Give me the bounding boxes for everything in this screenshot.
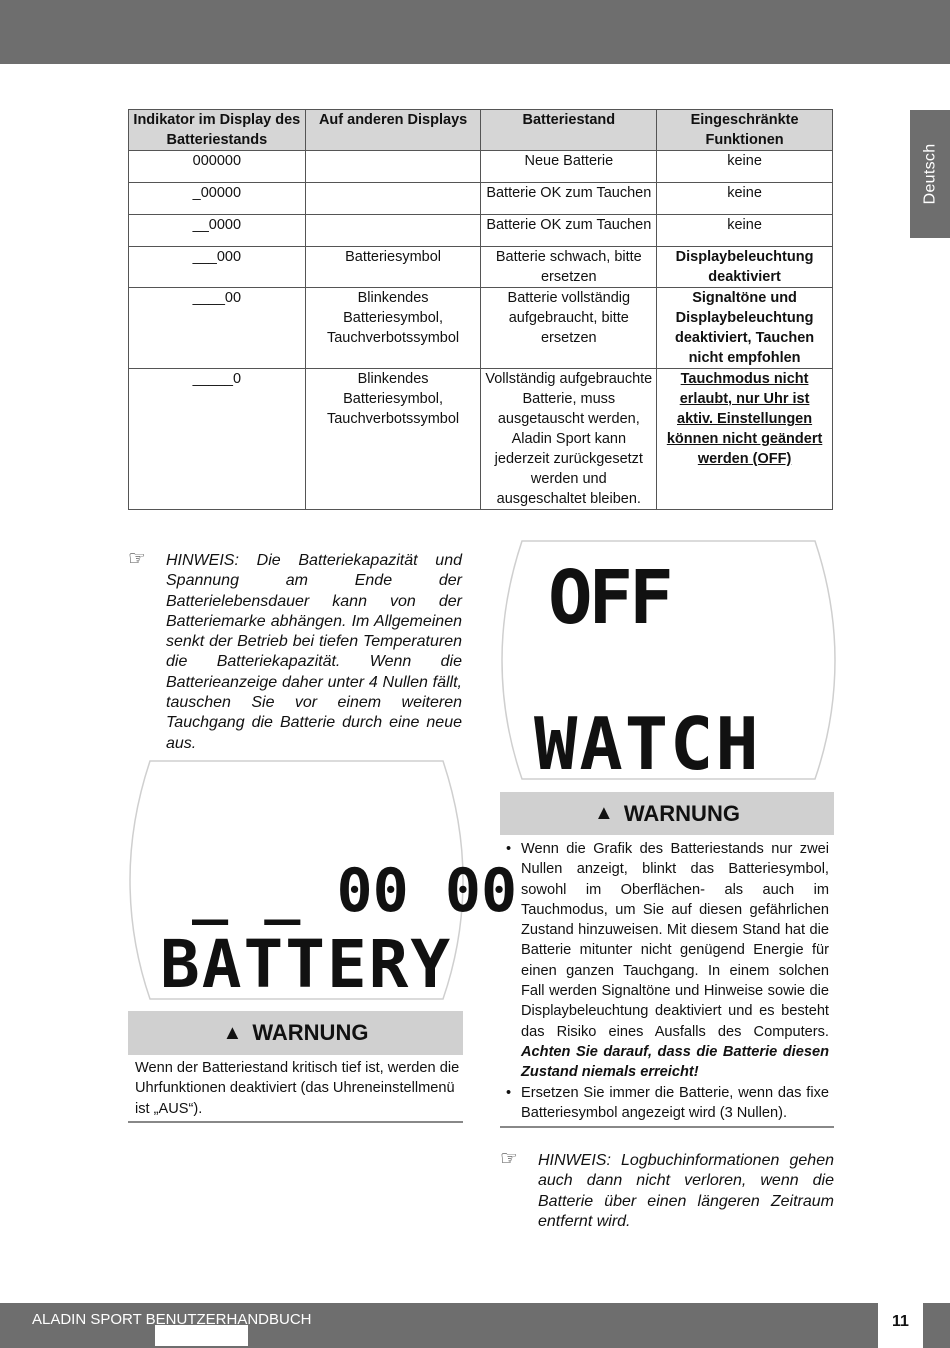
table-cell: __0000 (129, 215, 306, 247)
table-cell: Batterie OK zum Tauchen (481, 215, 657, 247)
language-tab-label: Deutsch (921, 143, 939, 205)
table-cell: Displaybeleuchtung deaktiviert (657, 247, 833, 288)
bullet-icon: • (506, 841, 512, 857)
lcd-line-watch: WATCH (534, 702, 761, 786)
warning-item-end: ! (693, 1064, 699, 1081)
warning-header-left (128, 1011, 463, 1055)
footer-bar-right (923, 1303, 950, 1348)
lcd-display-off-watch (502, 541, 835, 786)
table-cell: keine (657, 151, 833, 183)
table-cell: Batterie OK zum Tauchen (481, 183, 657, 215)
table-cell: Vollständig aufgebrauchte Batterie, muss ausgetauscht werden, Aladin Sport kann jederzeit zurückgesetzt werden und ausgeschaltet bleiben. (481, 369, 657, 510)
bullet-icon: • (506, 1084, 512, 1101)
pointing-hand-icon: ☞ (500, 1148, 518, 1170)
warning-list-right (506, 839, 829, 1123)
table-cell: ___000 (129, 247, 306, 288)
language-tab (910, 110, 950, 238)
table-header-row (129, 110, 833, 151)
note-text: HINWEIS: Logbuchinformationen gehen auch dann nicht verloren, wenn die Batterie über einen längeren Zeitraum entfernt wird. (538, 1152, 834, 1230)
table-cell: ____00 (129, 288, 306, 369)
battery-table (128, 109, 833, 510)
table-cell (305, 151, 481, 183)
footer-title: ALADIN SPORT BENUTZERHANDBUCH (32, 1311, 312, 1328)
page-number: 11 (892, 1313, 909, 1330)
table-header: Auf anderen Displays (305, 110, 481, 151)
table-cell: Batteriesymbol (305, 247, 481, 288)
warning-triangle-icon: ▲ (594, 802, 614, 824)
divider (128, 1121, 463, 1123)
lcd-line-battery: BATTERY (160, 926, 453, 1003)
pointing-hand-icon: ☞ (128, 548, 146, 570)
table-cell: keine (657, 215, 833, 247)
table-cell (305, 215, 481, 247)
table-cell: _____0 (129, 369, 306, 510)
list-item (506, 1083, 829, 1124)
table-header: Indikator im Display des Batteriestands (129, 110, 306, 151)
table-cell: Signaltöne und Displaybeleuchtung deaktiviert, Tauchen nicht empfohlen (657, 288, 833, 369)
warning-item-text: Wenn die Grafik des Batteriestands nur zwei Nullen anzeigt, blinkt das Batteriesymbol, sowohl im Oberflächen- als auch im Tauchmodus, um Sie auf diesen gefährlichen Zustand hinzuweisen. Mit diesem Stand hat die Batterie mitunter nicht genügend Energie für einen ganzen Tauchgang. In einem solchen Fall werden Signaltöne und Hinweise sowie die Displaybeleuchtung deaktiviert und es besteht das Risiko eines Ausfalls des Computers. (521, 841, 829, 1040)
table-cell: 000000 (129, 151, 306, 183)
divider (500, 1126, 834, 1128)
warning-header-right (500, 792, 834, 835)
header-bar (0, 0, 950, 64)
warning-item-emphasis: Achten Sie darauf, dass die Batterie diesen Zustand niemals erreicht (521, 1043, 829, 1081)
lcd-frame (502, 541, 835, 786)
warning-item-text: Ersetzen Sie immer die Batterie, wenn das fixe Batteriesymbol angezeigt wird (3 Nullen). (521, 1084, 829, 1121)
lcd-pixel-text (160, 856, 517, 1003)
table-cell: Batterie schwach, bitte ersetzen (481, 247, 657, 288)
list-item (506, 839, 829, 1083)
footer-stripe (155, 1325, 248, 1346)
warning-triangle-icon: ▲ (222, 1021, 243, 1044)
lcd-line-off: OFF (548, 555, 670, 641)
note-text: HINWEIS: Die Batteriekapazität und Spannung am Ende der Batterielebensdauer kann von der Batteriemarke abhängen. Im Allgemeinen senkt der Betrieb bei tiefen Temperaturen die Batteriekapazität. Wenn die Batterieanzeige daher unter 4 Nullen fällt, tauschen Sie vor einem weiteren Tauchgang die Batterie durch eine neue aus. (166, 552, 462, 752)
table-cell: Batterie vollständig aufgebraucht, bitte ersetzen (481, 288, 657, 369)
table-cell: Blinkendes Batteriesymbol, Tauchverbotssymbol (305, 369, 481, 510)
table-row (129, 247, 833, 288)
table-cell: Tauchmodus nicht erlaubt, nur Uhr ist aktiv. Einstellungen können nicht geändert werden (OFF) (657, 369, 833, 510)
table-row (129, 288, 833, 369)
lcd-line-indicator: _ _ 00 00 (192, 856, 518, 926)
table-row (129, 215, 833, 247)
table-header: Eingeschränkte Funktionen (657, 110, 833, 151)
table-cell: _00000 (129, 183, 306, 215)
note-logbook (500, 1148, 834, 1232)
table-cell: Blinkendes Batteriesymbol, Tauchverbotssymbol (305, 288, 481, 369)
warning-text-left: Wenn der Batteriestand kritisch tief ist, werden die Uhrfunktionen deaktiviert (das Uhreneinstellmenü ist „AUS“). (135, 1060, 460, 1117)
table-cell: Neue Batterie (481, 151, 657, 183)
note-battery-capacity (128, 548, 462, 754)
warning-title: WARNUNG (623, 800, 740, 826)
table-cell (305, 183, 481, 215)
lcd-frame (130, 761, 518, 1003)
table-row (129, 369, 833, 510)
warning-title: WARNUNG (252, 1020, 369, 1045)
table-row (129, 151, 833, 183)
table-cell: keine (657, 183, 833, 215)
table-header: Batteriestand (481, 110, 657, 151)
table-row (129, 183, 833, 215)
lcd-display-battery (130, 761, 518, 1003)
